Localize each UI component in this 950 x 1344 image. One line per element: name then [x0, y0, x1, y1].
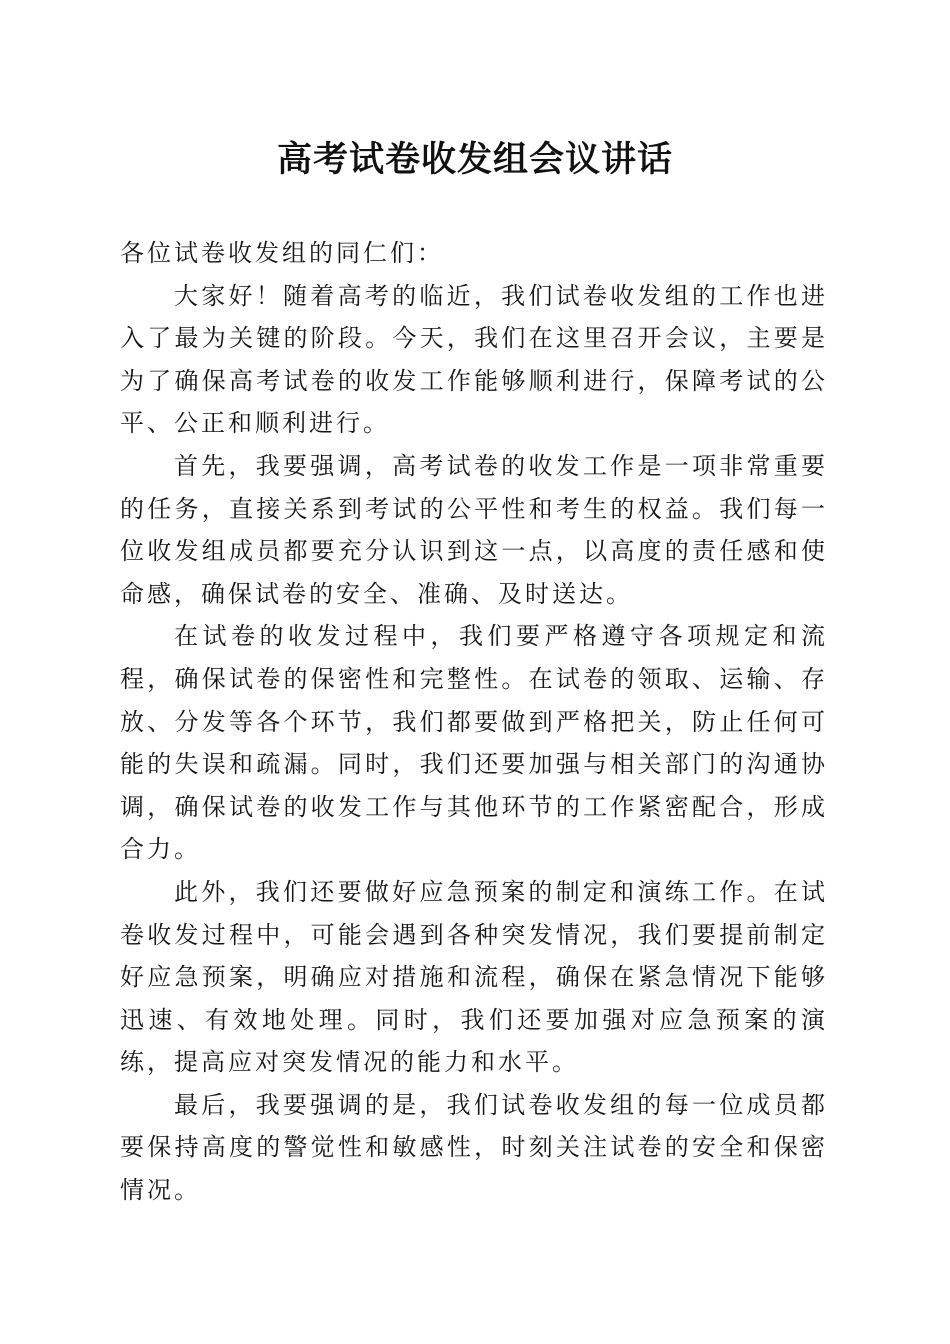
salutation: 各位试卷收发组的同仁们： [120, 239, 444, 267]
paragraph-importance: 首先，我要强调，高考试卷的收发工作是一项非常重要的任务，直接关系到考试的公平性和考生的权益。我们每一位收发组成员都要充分认识到这一点，以高度的责任感和使命感，确保试卷的安全、准确、及时送达。 [120, 451, 828, 608]
paragraph-conclusion: 最后，我要强调的是，我们试卷收发组的每一位成员都要保持高度的警觉性和敏感性，时刻关注试卷的安全和保密情况。 [120, 1090, 828, 1205]
document-title: 高考试卷收发组会议讲话 [276, 139, 673, 180]
paragraph-greeting: 大家好！随着高考的临近，我们试卷收发组的工作也进入了最为关键的阶段。今天，我们在这里召开会议，主要是为了确保高考试卷的收发工作能够顺利进行，保障考试的公平、公正和顺利进行。 [120, 281, 828, 438]
paragraph-procedure: 在试卷的收发过程中，我们要严格遵守各项规定和流程，确保试卷的保密性和完整性。在试卷的领取、运输、存放、分发等各个环节，我们都要做到严格把关，防止任何可能的失误和疏漏。同时，我们还要加强与相关部门的沟通协调，确保试卷的收发工作与其他环节的工作紧密配合，形成合力。 [120, 622, 828, 864]
document-body [120, 232, 828, 1212]
paragraph-emergency-plan: 此外，我们还要做好应急预案的制定和演练工作。在试卷收发过程中，可能会遇到各种突发情况，我们要提前制定好应急预案，明确应对措施和流程，确保在紧急情况下能够迅速、有效地处理。同时，我们还要加强对应急预案的演练，提高应对突发情况的能力和水平。 [120, 877, 828, 1077]
